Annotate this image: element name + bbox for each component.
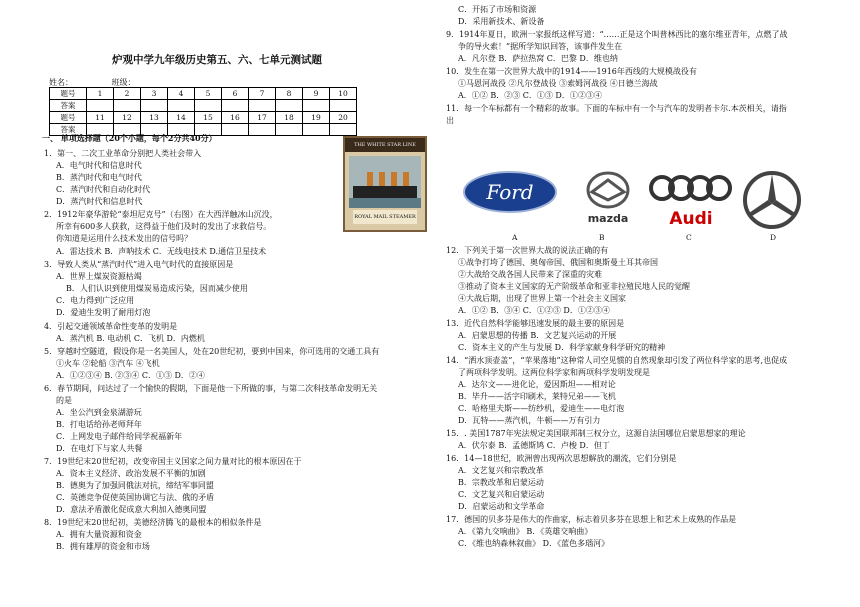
question-number: 4	[168, 88, 195, 100]
answer-option: C．资本主义的产生与发展 D．科学家献身科学研究的精神	[458, 343, 666, 352]
question-number: 18	[276, 112, 303, 124]
answer-option: A．拥有大量资源和资金	[56, 530, 142, 539]
answer-option: D．爱迪生发明了耐用灯泡	[56, 308, 151, 317]
mazda-logo-icon	[578, 170, 638, 228]
option-label-d: D	[770, 233, 777, 242]
question-stem: 5．穿越时空隧道，假设你是一名美国人，处在20世纪初，要到中国来，你可选用的交通工具有	[44, 347, 380, 356]
answer-option: D．蒸汽时代和信息时代	[56, 197, 143, 206]
answer-cell[interactable]	[168, 100, 195, 112]
poster-banner	[345, 138, 425, 152]
mazda-logo-text: mazda	[587, 212, 629, 225]
answer-option: ④大战后期，出现了世界上第一个社会主义国家	[458, 294, 626, 303]
question-stem: 出	[446, 116, 454, 125]
answer-option: A．凡尔登 B．萨拉热窝 C．巴黎 D．维也纳	[458, 54, 618, 63]
answer-cell[interactable]	[114, 100, 141, 112]
answer-option: 了两项科学发明。这两位科学家和两项科学发明发现是	[458, 368, 650, 377]
answer-option: D．启蒙运动和文学革命	[458, 502, 545, 511]
audi-logo-text: Audi	[669, 209, 713, 228]
answer-cell[interactable]	[141, 100, 168, 112]
section-title: 一、 单项选择题（20个小题，每个2分共40分）	[42, 133, 217, 143]
answer-option: 争的导火索！”据所学知识回答，该事件发生在	[458, 42, 623, 51]
answer-option: 所幸有600多人获救，这得益于他们及时的发出了求救信号。	[56, 222, 272, 231]
question-stem: 13．近代自然科学能够迅速发展的最主要的原因是	[446, 319, 625, 328]
class-label: 班级：	[111, 78, 136, 87]
ship-funnel	[379, 172, 385, 186]
question-number: 9	[303, 88, 330, 100]
answer-cell[interactable]	[195, 100, 222, 112]
option-label-a: A	[512, 233, 518, 242]
answer-cell[interactable]	[222, 100, 249, 112]
answer-option: A．雷达技术 B．声呐技术 C．无线电技术 D.通信卫星技术	[56, 247, 267, 256]
row-header: 答案	[50, 124, 87, 136]
ford-logo-icon	[462, 170, 558, 214]
answer-option: C．蒸汽时代和自动化时代	[56, 185, 151, 194]
answer-option: A．①② B．③④ C．①②③ D．①②③④	[458, 306, 610, 315]
answer-option: B．德奥为了加强同俄法对抗，缔结军事同盟	[56, 481, 214, 490]
question-number: 7	[249, 88, 276, 100]
answer-option: A．电气时代和信息时代	[56, 161, 142, 170]
question-number: 5	[195, 88, 222, 100]
answer-option: B．毕升——活字印刷术，莱特兄弟——飞机	[458, 392, 616, 401]
question-number: 17	[249, 112, 276, 124]
question-number: 3	[141, 88, 168, 100]
poster-top-text: THE WHITE STAR LINE	[354, 142, 416, 148]
question-number: 6	[222, 88, 249, 100]
answer-cell[interactable]	[330, 124, 357, 136]
question-number: 13	[141, 112, 168, 124]
answer-option: D．意法矛盾激化促成意大利加入德奥同盟	[56, 505, 207, 514]
answer-option: C．哈格里夫斯——纺纱机，爱迪生——电灯泡	[458, 404, 625, 413]
answer-option: C．电力得到广泛应用	[56, 296, 135, 305]
question-number: 10	[330, 88, 357, 100]
question-stem: 10．发生在第一次世界大战中的1914——1916年西线的大规模战役有	[446, 67, 697, 76]
number-row-2	[50, 112, 357, 124]
option-label-b: B	[599, 233, 605, 242]
answer-cell[interactable]	[303, 124, 330, 136]
answer-cell[interactable]	[276, 100, 303, 112]
answer-option: B．宗教改革和启蒙运动	[458, 478, 544, 487]
answer-option: D．采用新技术、新设备	[458, 17, 545, 26]
answer-row-1	[50, 100, 357, 112]
question-number: 19	[303, 112, 330, 124]
row-header: 答案	[50, 100, 87, 112]
answer-option: C．开拓了市场和资源	[458, 5, 537, 14]
question-stem: 4．引起交通领域革命性变革的发明是	[44, 322, 178, 331]
question-number: 8	[276, 88, 303, 100]
answer-cell[interactable]	[303, 100, 330, 112]
question-stem: 14．“洒水顶壶盖”，“苹果落地”这种常人司空见惯的自然现象却引发了两位科学家的思考,也促成	[446, 356, 788, 365]
question-number: 14	[168, 112, 195, 124]
question-number: 15	[195, 112, 222, 124]
answer-option: C．《维也纳森林叙曲》 D．《蓝色多瑙河》	[458, 539, 610, 548]
answer-option: A．①② B．②③ C．①③ D．①②③④	[458, 91, 602, 100]
question-number: 20	[330, 112, 357, 124]
ford-logo-text: Ford	[486, 180, 534, 204]
number-row-1	[50, 88, 357, 100]
question-stem: 9．1914年夏日，欧洲一家报纸这样写道：“……正是这个叫普林西比的塞尔维亚青年，点燃了战	[446, 30, 788, 39]
answer-option: C．文艺复兴和启蒙运动	[458, 490, 545, 499]
ship-funnel	[403, 172, 409, 186]
answer-cell[interactable]	[222, 124, 249, 136]
poster-sea	[349, 198, 421, 208]
answer-option: D．在电灯下与家人共餐	[56, 444, 143, 453]
answer-option: A．达尔文——进化论，爱因斯坦——相对论	[458, 380, 616, 389]
question-number: 11	[87, 112, 114, 124]
answer-option: A．伏尔泰 B．孟德斯鸠 C．卢梭 D．但丁	[458, 441, 610, 450]
option-label-c: C	[686, 233, 692, 242]
answer-cell[interactable]	[87, 100, 114, 112]
ship-funnel	[391, 172, 397, 186]
poster-bottom-text: ROYAL MAIL STEAMER	[354, 214, 416, 220]
answer-option: ①马恩河战役 ②凡尔登战役 ③索姆河战役 ④日德兰海战	[458, 79, 658, 88]
mercedes-logo-icon	[742, 170, 802, 230]
question-number: 12	[114, 112, 141, 124]
question-number: 2	[114, 88, 141, 100]
answer-option: A．坐公汽到金泉湖游玩	[56, 408, 142, 417]
answer-option: A．世界上煤炭资源枯竭	[56, 272, 142, 281]
answer-option: B．拥有雄厚的资金和市场	[56, 542, 150, 551]
row-header: 题号	[50, 88, 87, 100]
answer-option: 的是	[56, 396, 72, 405]
question-stem: 6．春节期间，问达过了一个愉快的假期，下面是他一下所做的事，与第二次科技革命发明无关	[44, 384, 378, 393]
answer-option: ①战争打垮了德国、奥匈帝国、俄国和奥斯曼土耳其帝国	[458, 258, 658, 267]
answer-option: A．资本主义经济、政治发展不平衡的加剧	[56, 469, 206, 478]
ship-funnel	[367, 172, 373, 186]
poster-footer	[353, 210, 417, 224]
question-stem: 8．19世纪末20世纪初，美德经济腾飞的最根本的相似条件是	[44, 518, 262, 527]
answer-option: ②大战给交战各国人民带来了深重的灾难	[458, 270, 602, 279]
answer-option: A．蒸汽机 B. 电动机 C．飞机 D．内燃机	[56, 334, 205, 343]
answer-option: 你知道是运用什么技术发出的信号吗？	[56, 234, 192, 243]
answer-option: B．打电话给孙老师拜年	[56, 420, 142, 429]
answer-option: A．文艺复兴和宗教改革	[458, 466, 544, 475]
question-number: 16	[222, 112, 249, 124]
answer-option: A．《第九交响曲》 B．《英雄交响曲》	[458, 527, 593, 536]
question-stem: 1．第一、二次工业革命分别把人类社会带入	[44, 149, 202, 158]
question-stem: 11．每一个车标都有一个精彩的故事。下面的车标中有一个与汽车的发明者卡尔.本茨相关，请指	[446, 104, 787, 113]
audi-logo-icon	[648, 170, 734, 228]
name-label: 姓名：	[49, 78, 73, 87]
question-stem: 12．下列关于第一次世界大战的说法正确的有	[446, 246, 609, 255]
ship-hull	[353, 186, 417, 198]
answer-option: B．人们认识到使用煤炭易造成污染，因而减少使用	[66, 284, 248, 293]
question-number: 1	[87, 88, 114, 100]
question-stem: 17．德国的贝多芬是伟大的作曲家，标志着贝多芬在思想上和艺术上成熟的作品是	[446, 515, 737, 524]
titanic-poster-image	[343, 136, 427, 232]
answer-option: A．①②③④ B. ②③④ C．①③ D．②④	[56, 371, 205, 380]
answer-option: D．瓦特——蒸汽机，牛顿——万有引力	[458, 416, 601, 425]
question-stem: 15．. 美国1787年宪法规定美国联邦制三权分立，这源自法国哪位启蒙思想家的理论	[446, 429, 746, 438]
answer-option: ③推动了资本主义国家的无产阶级革命和亚非拉殖民地人民的觉醒	[458, 282, 690, 291]
answer-option: C．英德竞争促使英国协调它与法、俄的矛盾	[56, 493, 215, 502]
car-logo-row	[462, 170, 832, 242]
question-stem: 2．1912年豪华游轮“泰坦尼克号”（右图）在大西洋触冰山沉没，	[44, 210, 278, 219]
row-header: 题号	[50, 112, 87, 124]
answer-cell[interactable]	[249, 124, 276, 136]
question-stem: 7．19世纪末20世纪初，改变帝国主义国家之间力量对比的根本原因在于	[44, 457, 302, 466]
answer-option: B．蒸汽时代和电气时代	[56, 173, 142, 182]
answer-cell[interactable]	[330, 100, 357, 112]
answer-table	[49, 87, 357, 136]
exam-title: 炉观中学九年级历史第五、六、七单元测试题	[112, 54, 322, 66]
answer-option: C．上网发电子邮件给同学祝福新年	[56, 432, 183, 441]
answer-option: ①火车 ②轮船 ③汽车 ④飞机	[56, 359, 160, 368]
question-stem: 3．导致人类从“蒸汽时代”进入电气时代的直接原因是	[44, 260, 234, 269]
answer-cell[interactable]	[249, 100, 276, 112]
answer-cell[interactable]	[276, 124, 303, 136]
question-stem: 16．14—18世纪，欧洲曾出现两次思想解放的潮流，它们分别是	[446, 454, 677, 463]
answer-option: A．启蒙思想的传播 B．文艺复兴运动的开展	[458, 331, 617, 340]
